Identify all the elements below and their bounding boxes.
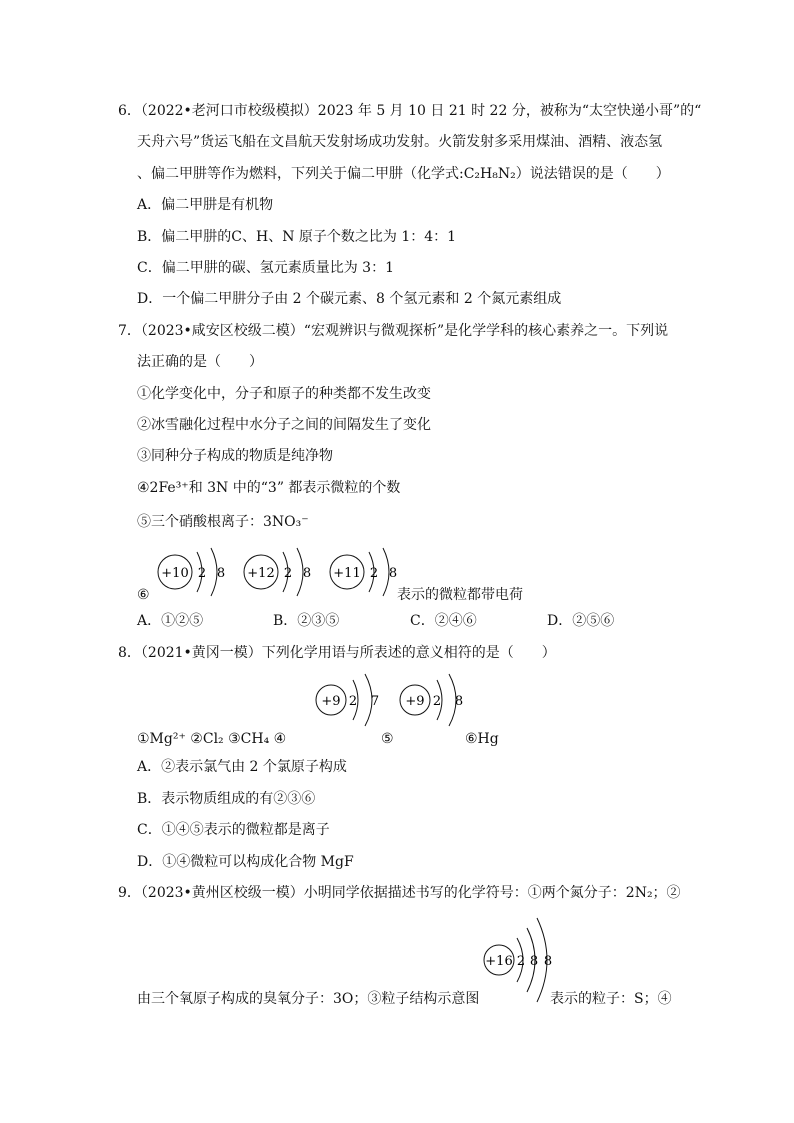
q9-line2b: 表示的粒子：S；④ xyxy=(550,991,672,1007)
q6-line2: 天舟六号”货运飞船在文昌航天发射场成功发射。火箭发射多采用煤油、酒精、液态氢 xyxy=(137,134,663,150)
atom-nucleus: +10 xyxy=(161,566,189,581)
q6-option-d: D．一个偏二甲肼分子由 2 个碳元素、8 个氢元素和 2 个氮元素组成 xyxy=(137,291,562,307)
svg-text:8: 8 xyxy=(302,566,312,581)
q7-line2: 法正确的是（ ） xyxy=(137,354,263,370)
q8-option-b: B．表示物质组成的有②③⑥ xyxy=(137,791,316,807)
svg-text:7: 7 xyxy=(370,694,380,709)
q8-item6: ⑥Hg xyxy=(465,731,499,747)
q8-items: ①Mg²⁺ ②Cl₂ ③CH₄ ④ xyxy=(137,731,287,747)
q9-line1: 9．（2023•黄州区校级一模）小明同学依据描述书写的化学符号：①两个氮分子：2N₂；② xyxy=(118,885,681,901)
q8-atom-diagram-5 xyxy=(397,672,477,736)
atom-nucleus: +9 xyxy=(405,694,425,709)
svg-text:8: 8 xyxy=(543,954,553,969)
q7-line1: 7．（2023•咸安区校级二模）“宏观辨识与微观探析”是化学学科的核心素养之一。下列说 xyxy=(118,323,669,339)
svg-text:2: 2 xyxy=(516,954,526,969)
q7-item3: ③同种分子构成的物质是纯净物 xyxy=(137,448,333,464)
atom-nucleus: +9 xyxy=(321,694,341,709)
svg-text:8: 8 xyxy=(454,694,464,709)
atom-nucleus: +12 xyxy=(247,566,275,581)
svg-text:2: 2 xyxy=(197,566,207,581)
svg-text:8: 8 xyxy=(388,566,398,581)
svg-text:2: 2 xyxy=(369,566,379,581)
q9-line2a: 由三个氧原子构成的臭氧分子：3O；③粒子结构示意图 xyxy=(137,991,480,1007)
q8-option-d: D．①④微粒可以构成化合物 MgF xyxy=(137,854,354,870)
q7-option-c: C．②④⑥ xyxy=(410,613,477,629)
q7-item4: ④2Fe³⁺和 3N 中的“3” 都表示微粒的个数 xyxy=(137,480,401,496)
q7-option-a: A．①②⑤ xyxy=(137,613,204,629)
q8-option-c: C．①④⑤表示的微粒都是离子 xyxy=(137,822,330,838)
q8-line1: 8．（2021•黄冈一模）下列化学用语与所表述的意义相符的是（ ） xyxy=(118,645,556,661)
q7-option-b: B．②③⑤ xyxy=(273,613,340,629)
svg-text:8: 8 xyxy=(216,566,226,581)
svg-text:2: 2 xyxy=(432,694,442,709)
q7-item6-text: 表示的微粒都带电荷 xyxy=(397,587,523,603)
q6-line1: 6．（2022•老河口市校级模拟）2023 年 5 月 10 日 21 时 22 分，被称为“太空快递小哥”的“ xyxy=(118,103,702,119)
q8-item5: ⑤ xyxy=(381,731,394,747)
svg-text:2: 2 xyxy=(348,694,358,709)
q7-item5: ⑤三个硝酸根离子：3NO₃⁻ xyxy=(137,514,309,530)
q7-item6-mark: ⑥ xyxy=(137,587,150,603)
svg-text:8: 8 xyxy=(529,954,539,969)
atom-nucleus: +16 xyxy=(485,954,513,969)
svg-text:2: 2 xyxy=(283,566,293,581)
q7-item2: ②冰雪融化过程中水分子之间的间隔发生了变化 xyxy=(137,417,431,433)
q7-atom-diagram-2 xyxy=(241,548,331,602)
q7-item1: ①化学变化中，分子和原子的种类都不发生改变 xyxy=(137,386,431,402)
q6-option-b: B．偏二甲肼的C、H、N 原子个数之比为 1：4：1 xyxy=(137,229,457,245)
q8-option-a: A．②表示氯气由 2 个氯原子构成 xyxy=(137,759,347,775)
q7-option-d: D．②⑤⑥ xyxy=(547,613,615,629)
q6-option-a: A．偏二甲肼是有机物 xyxy=(137,197,274,213)
atom-nucleus: +11 xyxy=(333,566,361,581)
q8-atom-diagram-4 xyxy=(313,672,393,736)
q6-line3: 、偏二甲肼等作为燃料，下列关于偏二甲肼（化学式:C₂H₈N₂）说法错误的是（ ） xyxy=(137,166,670,182)
q6-option-c: C．偏二甲肼的碳、氢元素质量比为 3：1 xyxy=(137,260,394,276)
q7-atom-diagram-1 xyxy=(155,548,245,602)
